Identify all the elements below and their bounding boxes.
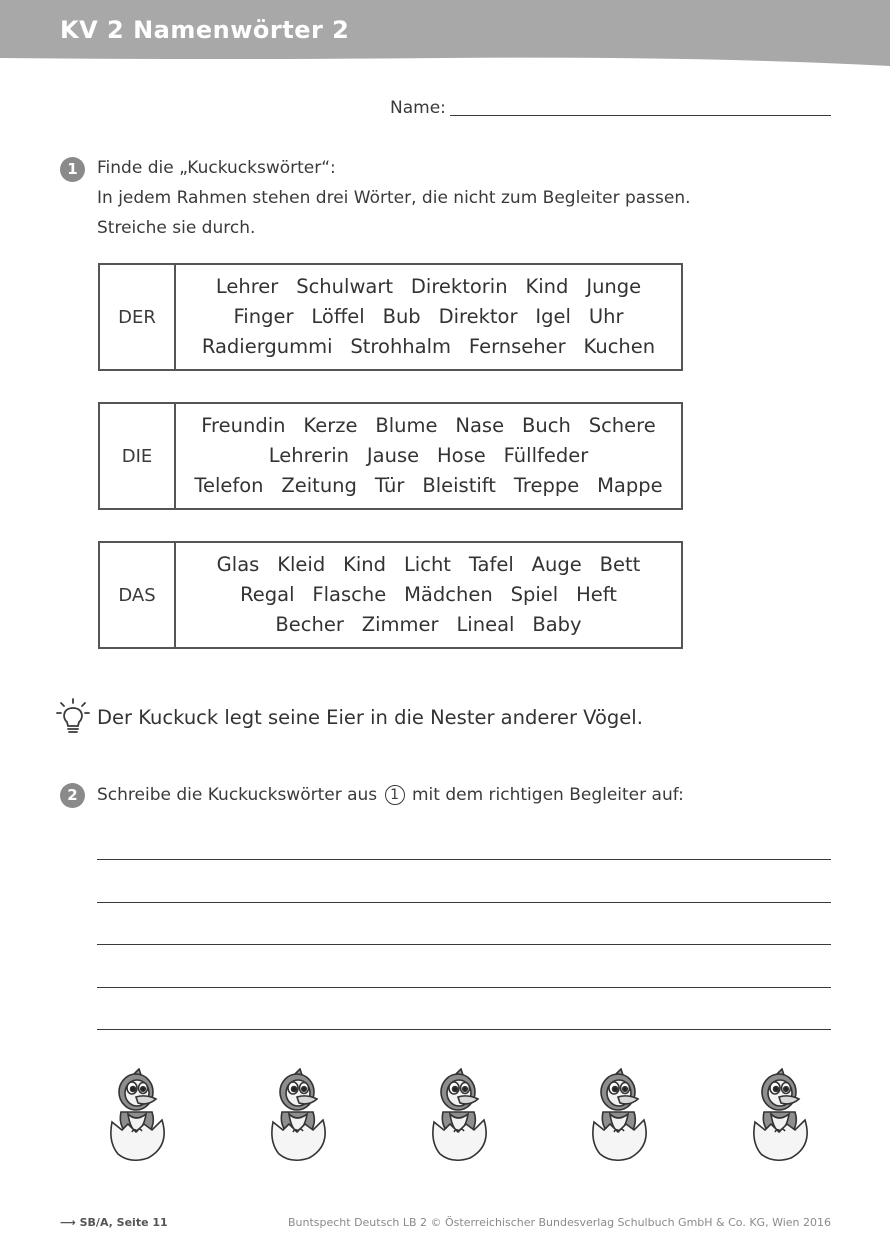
word-line[interactable]: Glas Kleid Kind Licht Tafel Auge Bett <box>216 553 641 576</box>
footer-left-text: SB/A, Seite 11 <box>79 1216 168 1229</box>
frame-words <box>176 543 681 647</box>
writing-line[interactable] <box>97 859 831 860</box>
name-field[interactable] <box>390 98 832 120</box>
task-1-line: Finde die „Kuckuckswörter“: <box>97 158 336 178</box>
word-frame-das <box>98 541 683 649</box>
word-line[interactable]: Freundin Kerze Blume Nase Buch Schere <box>201 414 656 437</box>
arrow-right-icon: ⟶ <box>60 1216 76 1229</box>
frame-article: DAS <box>100 543 176 647</box>
frame-article: DER <box>100 265 176 369</box>
word-line[interactable]: Becher Zimmer Lineal Baby <box>275 613 582 636</box>
task-2-text-after: mit dem richtigen Begleiter auf: <box>411 785 684 805</box>
cuckoo-chick-illustration <box>430 1068 500 1168</box>
writing-line[interactable] <box>97 902 831 903</box>
word-line[interactable]: Radiergummi Strohhalm Fernseher Kuchen <box>201 335 656 358</box>
header-band <box>0 0 890 70</box>
word-line[interactable]: Regal Flasche Mädchen Spiel Heft <box>240 583 617 606</box>
word-frame-der <box>98 263 683 371</box>
task-ref-number: 1 <box>385 785 405 805</box>
tip-box <box>56 698 756 738</box>
task-1-instructions <box>97 153 691 243</box>
tip-text: Der Kuckuck legt seine Eier in die Nester anderer Vögel. <box>97 706 643 729</box>
footer-reference <box>60 1216 168 1229</box>
word-line[interactable]: Lehrerin Jause Hose Füllfeder <box>268 444 589 467</box>
cuckoo-chick-illustration <box>108 1068 178 1168</box>
writing-line[interactable] <box>97 1029 831 1030</box>
task-1-badge: 1 <box>60 157 85 182</box>
name-label: Name: <box>390 98 446 118</box>
page-title: KV 2 Namenwörter 2 <box>60 16 350 44</box>
word-line[interactable]: Lehrer Schulwart Direktorin Kind Junge <box>215 275 642 298</box>
word-line[interactable]: Finger Löffel Bub Direktor Igel Uhr <box>233 305 624 328</box>
frame-words <box>176 265 681 369</box>
cuckoo-chick-illustration <box>590 1068 660 1168</box>
lightbulb-icon <box>56 698 90 734</box>
word-line[interactable]: Telefon Zeitung Tür Bleistift Treppe Mappe <box>194 474 663 497</box>
task-2-instructions <box>97 780 684 810</box>
frame-words <box>176 404 681 508</box>
task-2-badge: 2 <box>60 783 85 808</box>
task-1-line: In jedem Rahmen stehen drei Wörter, die nicht zum Begleiter passen. <box>97 188 691 208</box>
footer-copyright: Buntspecht Deutsch LB 2 © Österreichischer Bundesverlag Schulbuch GmbH & Co. KG, Wien 2016 <box>287 1216 831 1229</box>
task-2-text-before: Schreibe die Kuckuckswörter aus <box>97 785 378 805</box>
writing-line[interactable] <box>97 987 831 988</box>
writing-line[interactable] <box>97 944 831 945</box>
frame-article: DIE <box>100 404 176 508</box>
cuckoo-chick-illustration <box>751 1068 821 1168</box>
task-1-line: Streiche sie durch. <box>97 218 256 238</box>
word-frame-die <box>98 402 683 510</box>
name-input-line[interactable] <box>450 115 831 116</box>
cuckoo-chick-illustration <box>269 1068 339 1168</box>
